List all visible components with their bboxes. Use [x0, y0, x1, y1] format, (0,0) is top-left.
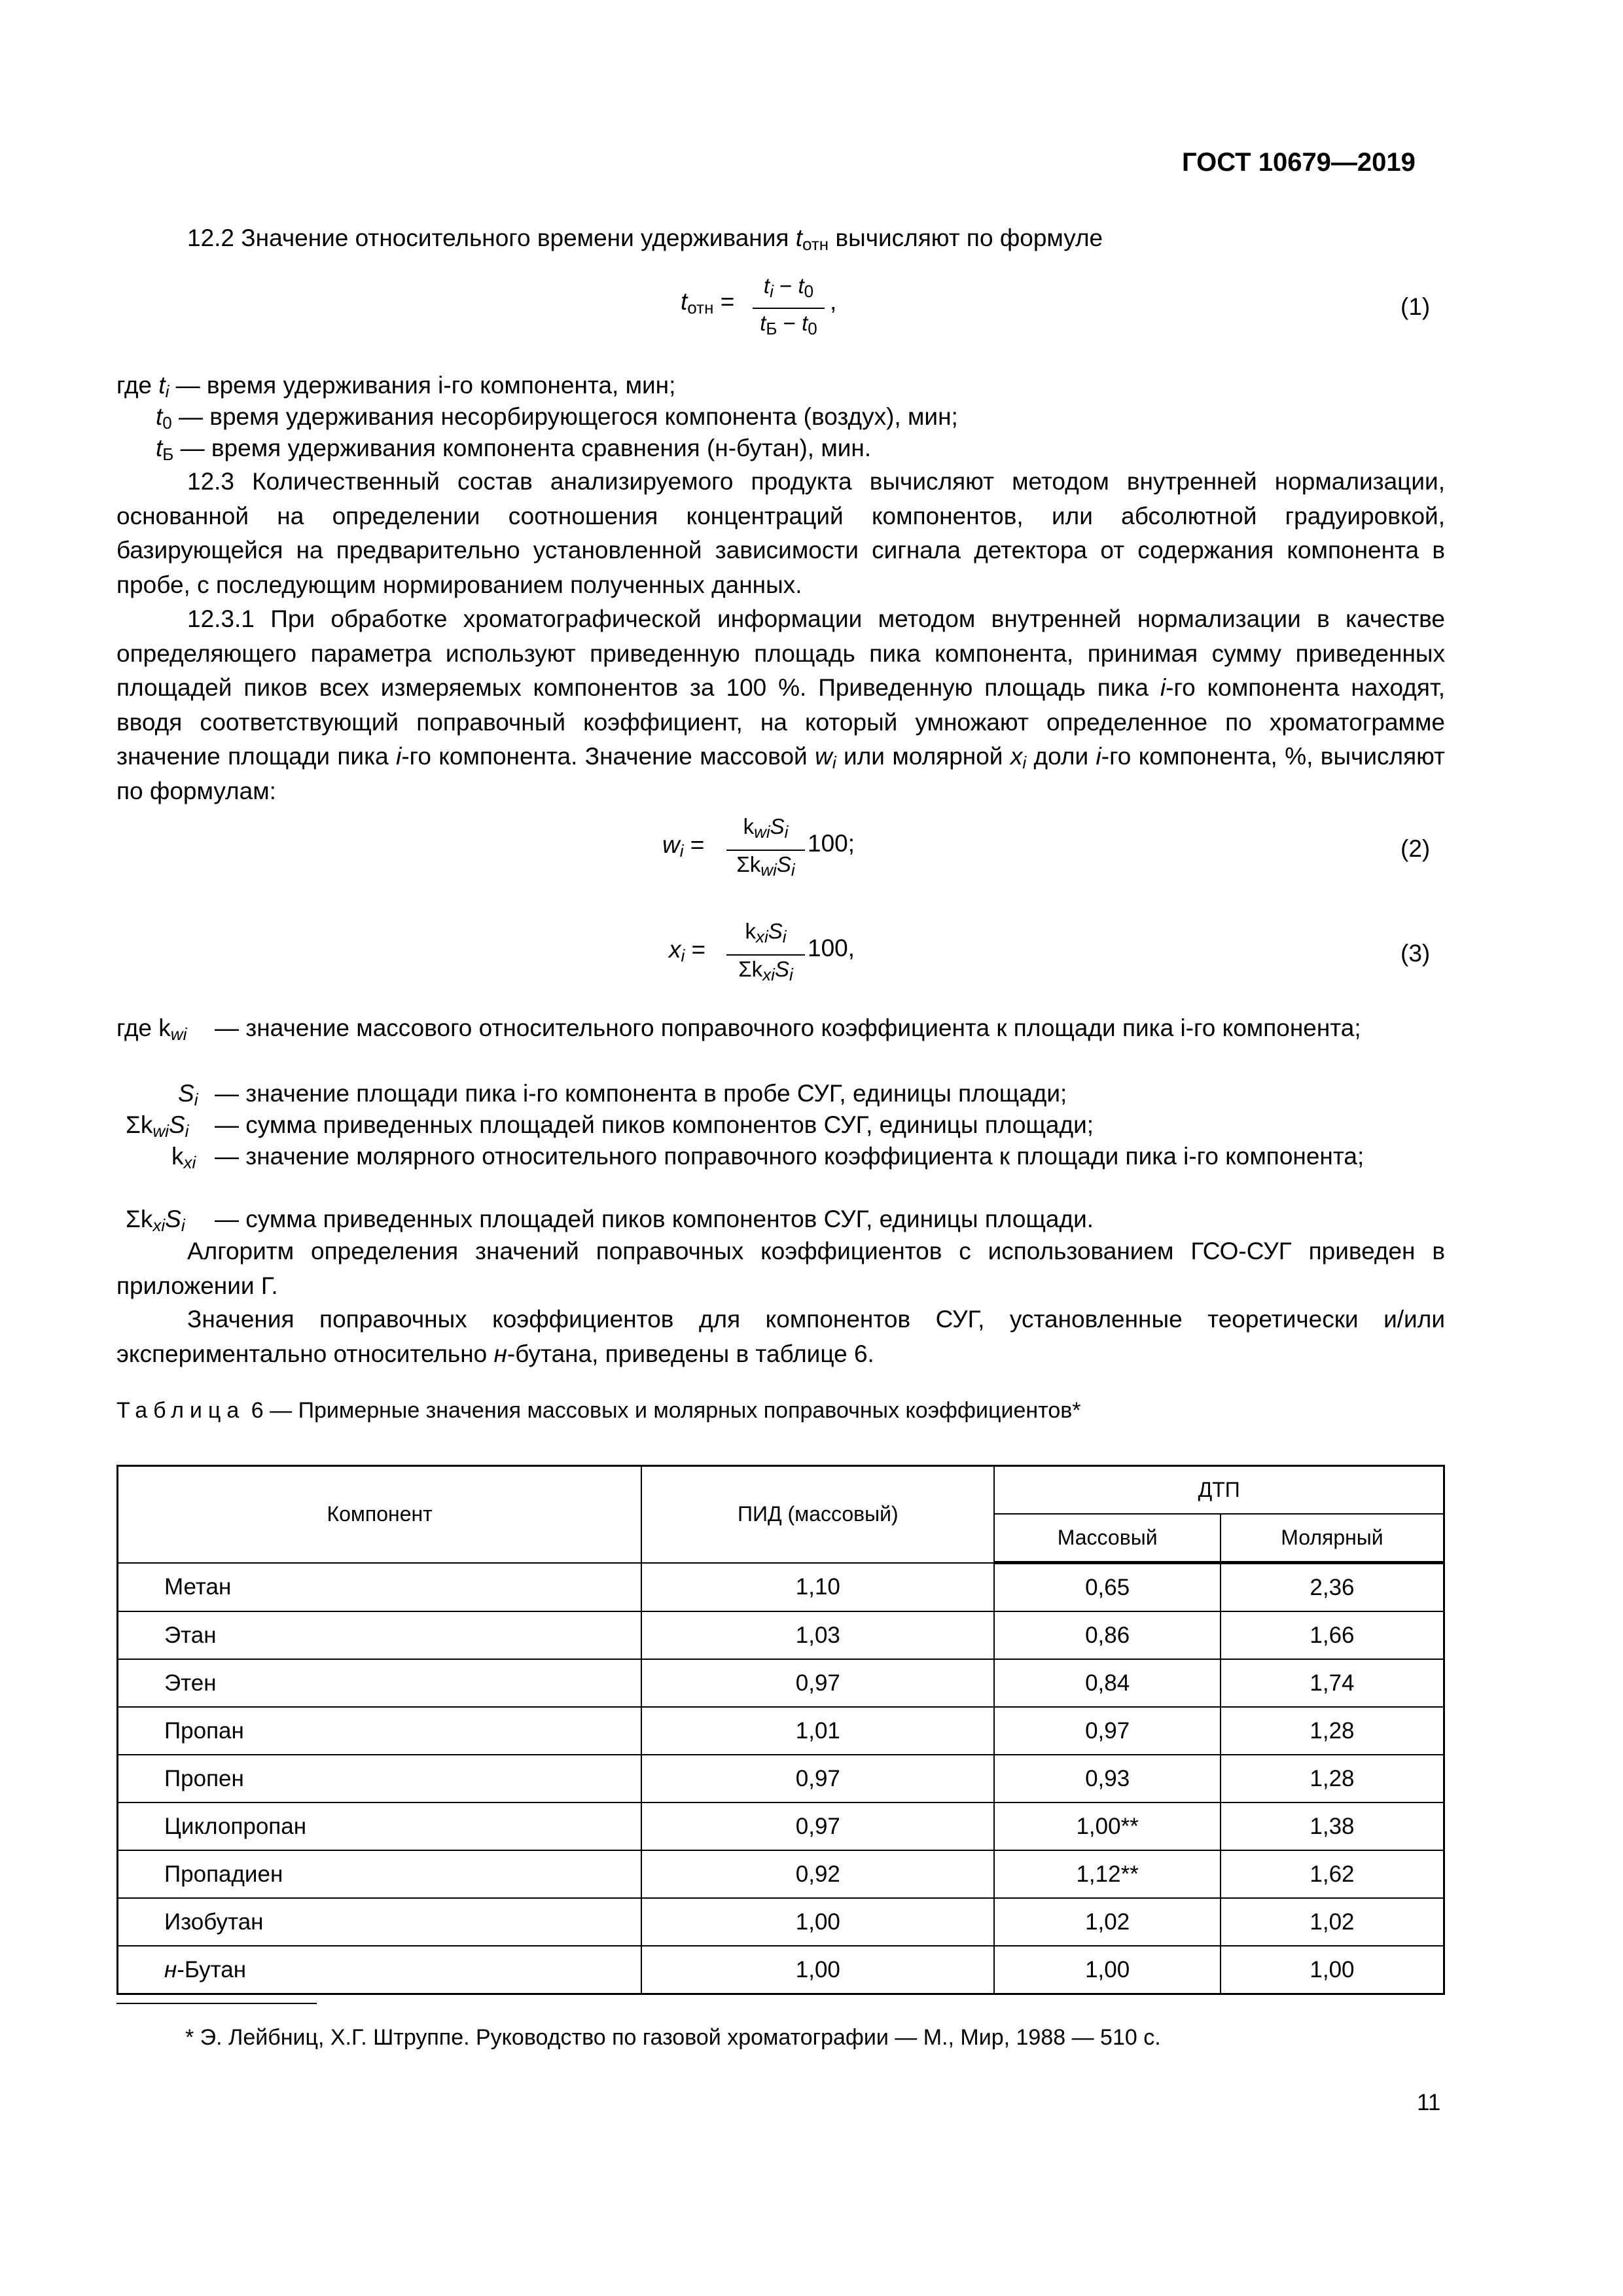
definition-ti: — время удерживания i-го компонента, мин; [175, 372, 676, 399]
cell-component: н-Бутан [118, 1946, 642, 1994]
table-row [118, 1563, 1444, 1612]
cell-component: Метан [118, 1563, 642, 1612]
formula-3-tail: 100, [808, 935, 855, 961]
cell-fid: 0,97 [641, 1803, 994, 1850]
equation-number-3: (3) [1400, 940, 1431, 967]
cell-tcd-mass: 1,12** [994, 1850, 1221, 1898]
cell-component: Пропадиен [118, 1850, 642, 1898]
definition-sum-kwi: — сумма приведенных площадей пиков компонентов СУГ, единицы площади; [215, 1111, 1094, 1138]
cell-fid: 1,00 [641, 1898, 994, 1946]
cell-tcd-molar: 1,66 [1221, 1611, 1444, 1659]
table-caption-label: Таблица [116, 1398, 245, 1423]
definition-kwi: — значение массового относительного поправочного коэффициента к площади пика i-го компонента; [215, 1014, 1361, 1041]
cell-tcd-molar: 1,00 [1221, 1946, 1444, 1994]
cell-tcd-mass: 0,86 [994, 1611, 1221, 1659]
cell-tcd-molar: 1,28 [1221, 1755, 1444, 1803]
table-row [118, 1707, 1444, 1755]
definition-tb: — время удерживания компонента сравнения (н-бутан), мин. [180, 435, 872, 461]
cell-fid: 1,00 [641, 1946, 994, 1994]
cell-tcd-mass: 1,00 [994, 1946, 1221, 1994]
definition-kxi: — значение молярного относительного поправочного коэффициента к площади пика i-го компонента; [215, 1143, 1364, 1170]
table-row [118, 1803, 1444, 1850]
header-molar: Молярный [1221, 1514, 1444, 1563]
cell-component: Изобутан [118, 1898, 642, 1946]
cell-tcd-mass: 0,65 [994, 1563, 1221, 1612]
equation-number-2: (2) [1400, 835, 1431, 862]
table-caption [116, 1398, 1081, 1424]
cell-fid: 1,10 [641, 1563, 994, 1612]
page-number: 11 [1417, 2090, 1441, 2115]
table-row [118, 1898, 1444, 1946]
where-label: где [116, 1014, 152, 1041]
cell-tcd-molar: 1,62 [1221, 1850, 1444, 1898]
cell-component: Пропан [118, 1707, 642, 1755]
cell-tcd-mass: 1,00** [994, 1803, 1221, 1850]
footnote-separator [116, 2003, 317, 2004]
equation-number-1: (1) [1400, 293, 1431, 320]
cell-component: Этен [118, 1659, 642, 1707]
paragraph-values: Значения поправочных коэффициентов для компонентов СУГ, установленные теоретически и/или экспериментально относительно н-бутана, приведены в таблице 6. [116, 1306, 1445, 1367]
cell-component: Пропен [118, 1755, 642, 1803]
cell-tcd-mass: 0,93 [994, 1755, 1221, 1803]
cell-component: Этан [118, 1611, 642, 1659]
cell-fid: 0,97 [641, 1659, 994, 1707]
footnote: * Э. Лейбниц, Х.Г. Штруппе. Руководство по газовой хроматографии — М., Мир, 1988 — 510 с. [185, 2025, 1161, 2050]
paragraph-12-2-text: 12.2 Значение относительного времени удерживания [187, 224, 789, 251]
cell-tcd-molar: 1,02 [1221, 1898, 1444, 1946]
definition-sum-kxi: — сумма приведенных площадей пиков компонентов СУГ, единицы площади. [215, 1206, 1094, 1232]
cell-component: Циклопропан [118, 1803, 642, 1850]
document-header: ГОСТ 10679—2019 [1182, 148, 1416, 177]
paragraph-12-2: 12.2 Значение относительного времени удерживания $t_{отн}$ вычисляют по формуле [187, 224, 1103, 254]
cell-tcd-mass: 0,97 [994, 1707, 1221, 1755]
table-row [118, 1850, 1444, 1898]
header-tcd: ДТП [994, 1466, 1444, 1515]
cell-tcd-mass: 1,02 [994, 1898, 1221, 1946]
cell-tcd-mass: 0,84 [994, 1659, 1221, 1707]
header-mass: Массовый [994, 1514, 1221, 1563]
table-caption-text: 6 — Примерные значения массовых и молярных поправочных коэффициентов* [251, 1398, 1081, 1423]
paragraph-12-3-1: 12.3.1 При обработке хроматографической информации методом внутренней нормализации в качестве определяющего параметра используют приведенную площадь пика компонента, принимая сумму приведенных площадей пиков всех измеряемых компонентов за 100 %. Приведенную площадь пика i-го компонента находят, вводя соответствующий поправочный коэффициент, на который умножают определенное по хроматограмме значение площади пика i-го компонента. Значение массовой $w_i$ или молярной $x_i$ доли i-го компонента, %, вычисляют по формулам: [116, 605, 1446, 804]
cell-tcd-molar: 2,36 [1221, 1563, 1444, 1612]
definition-t0: — время удерживания несорбирующегося компонента (воздух), мин; [179, 403, 958, 430]
definition-si: — значение площади пика i-го компонента в пробе СУГ, единицы площади; [215, 1080, 1067, 1107]
table-row [118, 1755, 1444, 1803]
paragraph-algorithm: Алгоритм определения значений поправочных коэффициентов с использованием ГСО-СУГ приведен в приложении Г. [116, 1238, 1445, 1299]
cell-fid: 1,03 [641, 1611, 994, 1659]
paragraph-12-2-tail: вычисляют по формуле [835, 224, 1103, 251]
table-row [118, 1611, 1444, 1659]
header-fid: ПИД (массовый) [641, 1466, 994, 1563]
cell-tcd-molar: 1,74 [1221, 1659, 1444, 1707]
cell-tcd-molar: 1,38 [1221, 1803, 1444, 1850]
cell-fid: 0,92 [641, 1850, 994, 1898]
cell-fid: 0,97 [641, 1755, 994, 1803]
header-component: Компонент [118, 1466, 642, 1563]
table-row [118, 1946, 1444, 1994]
table-row [118, 1659, 1444, 1707]
where-label: где [116, 372, 152, 399]
formula-2-tail: 100; [808, 830, 855, 857]
cell-fid: 1,01 [641, 1707, 994, 1755]
paragraph-12-3: 12.3 Количественный состав анализируемого продукта вычисляют методом внутренней нормализации, основанной на определении соотношения концентраций компонентов, или абсолютной градуировкой, базирующейся на предварительно установленной зависимости сигнала детектора от содержания компонента в пробе, с последующим нормированием полученных данных. [116, 468, 1445, 598]
cell-tcd-molar: 1,28 [1221, 1707, 1444, 1755]
coefficients-table [116, 1465, 1445, 1995]
